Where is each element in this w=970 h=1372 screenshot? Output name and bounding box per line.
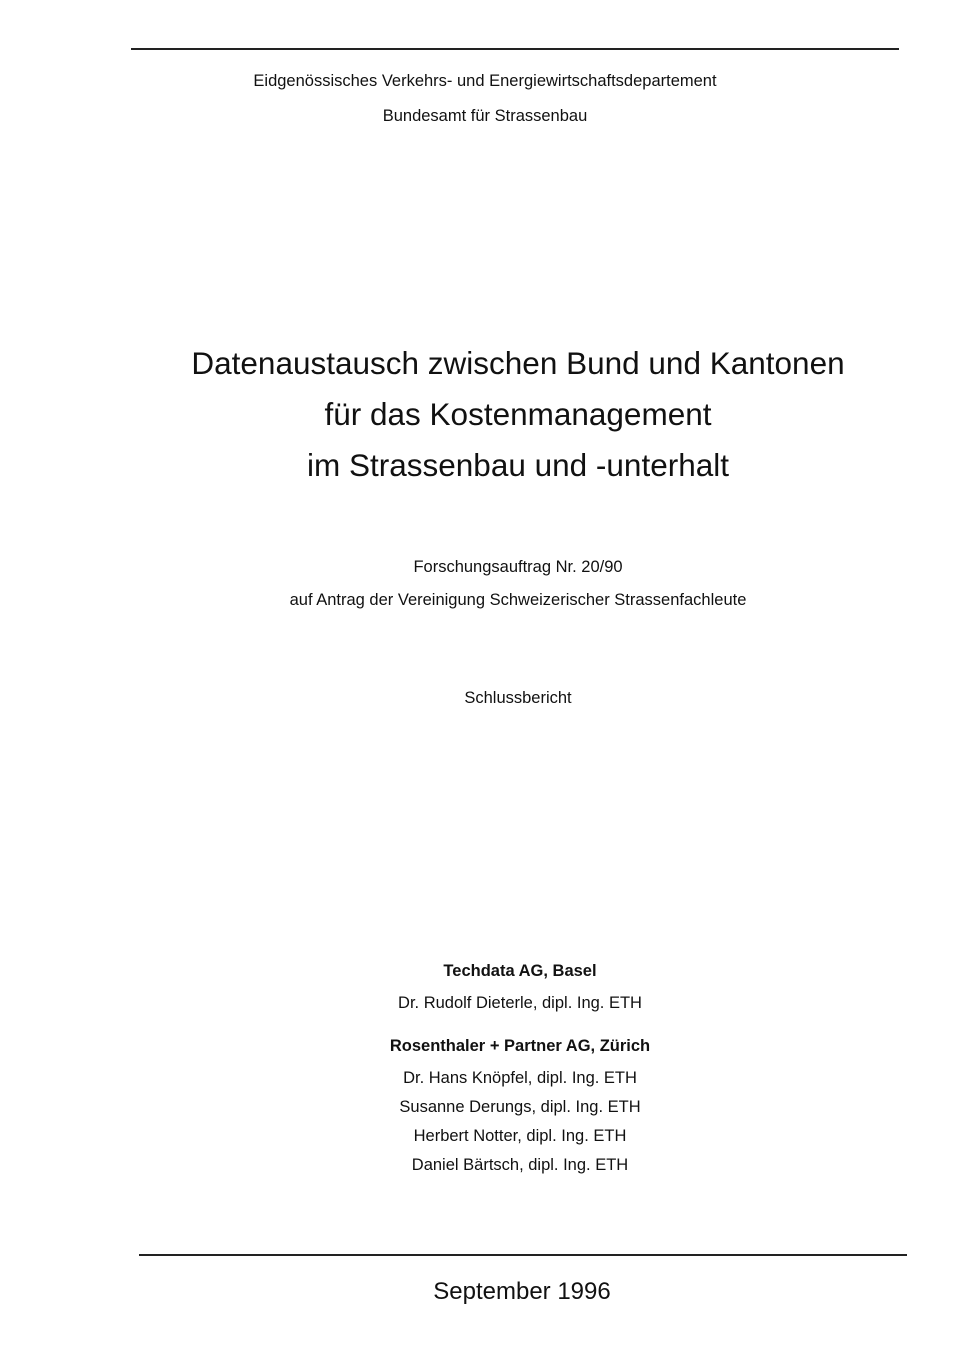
title-line-2: für das Kostenmanagement [324,396,712,432]
firm-block [0,961,970,1018]
title-line-1: Datenaustausch zwischen Bund und Kantonen [191,345,845,381]
title-line-3: im Strassenbau und -unterhalt [307,447,729,483]
firm-name: Rosenthaler + Partner AG, Zürich [389,1037,651,1055]
author-name: Herbert Notter, dipl. Ing. ETH [413,1127,627,1145]
firm-block [0,1036,970,1180]
report-title [0,338,970,491]
contract-number: Forschungsauftrag Nr. 20/90 [413,558,623,576]
bottom-rule [139,1254,907,1256]
author-name: Dr. Rudolf Dieterle, dipl. Ing. ETH [398,994,642,1012]
authors-section [0,961,970,1180]
requested-by: auf Antrag der Vereinigung Schweizerischer Strassenfachleute [289,591,747,609]
office-name: Bundesamt für Strassenbau [382,107,588,125]
report-type: Schlussbericht [464,689,572,707]
author-name: Dr. Hans Knöpfel, dipl. Ing. ETH [403,1069,637,1087]
firm-name: Techdata AG, Basel [443,962,597,980]
top-rule [131,48,899,50]
publication-date: September 1996 [433,1278,611,1305]
department-name: Eidgenössisches Verkehrs- und Energiewirtschaftsdepartement [253,72,717,90]
author-name: Daniel Bärtsch, dipl. Ing. ETH [411,1156,629,1174]
author-name: Susanne Derungs, dipl. Ing. ETH [399,1098,641,1116]
